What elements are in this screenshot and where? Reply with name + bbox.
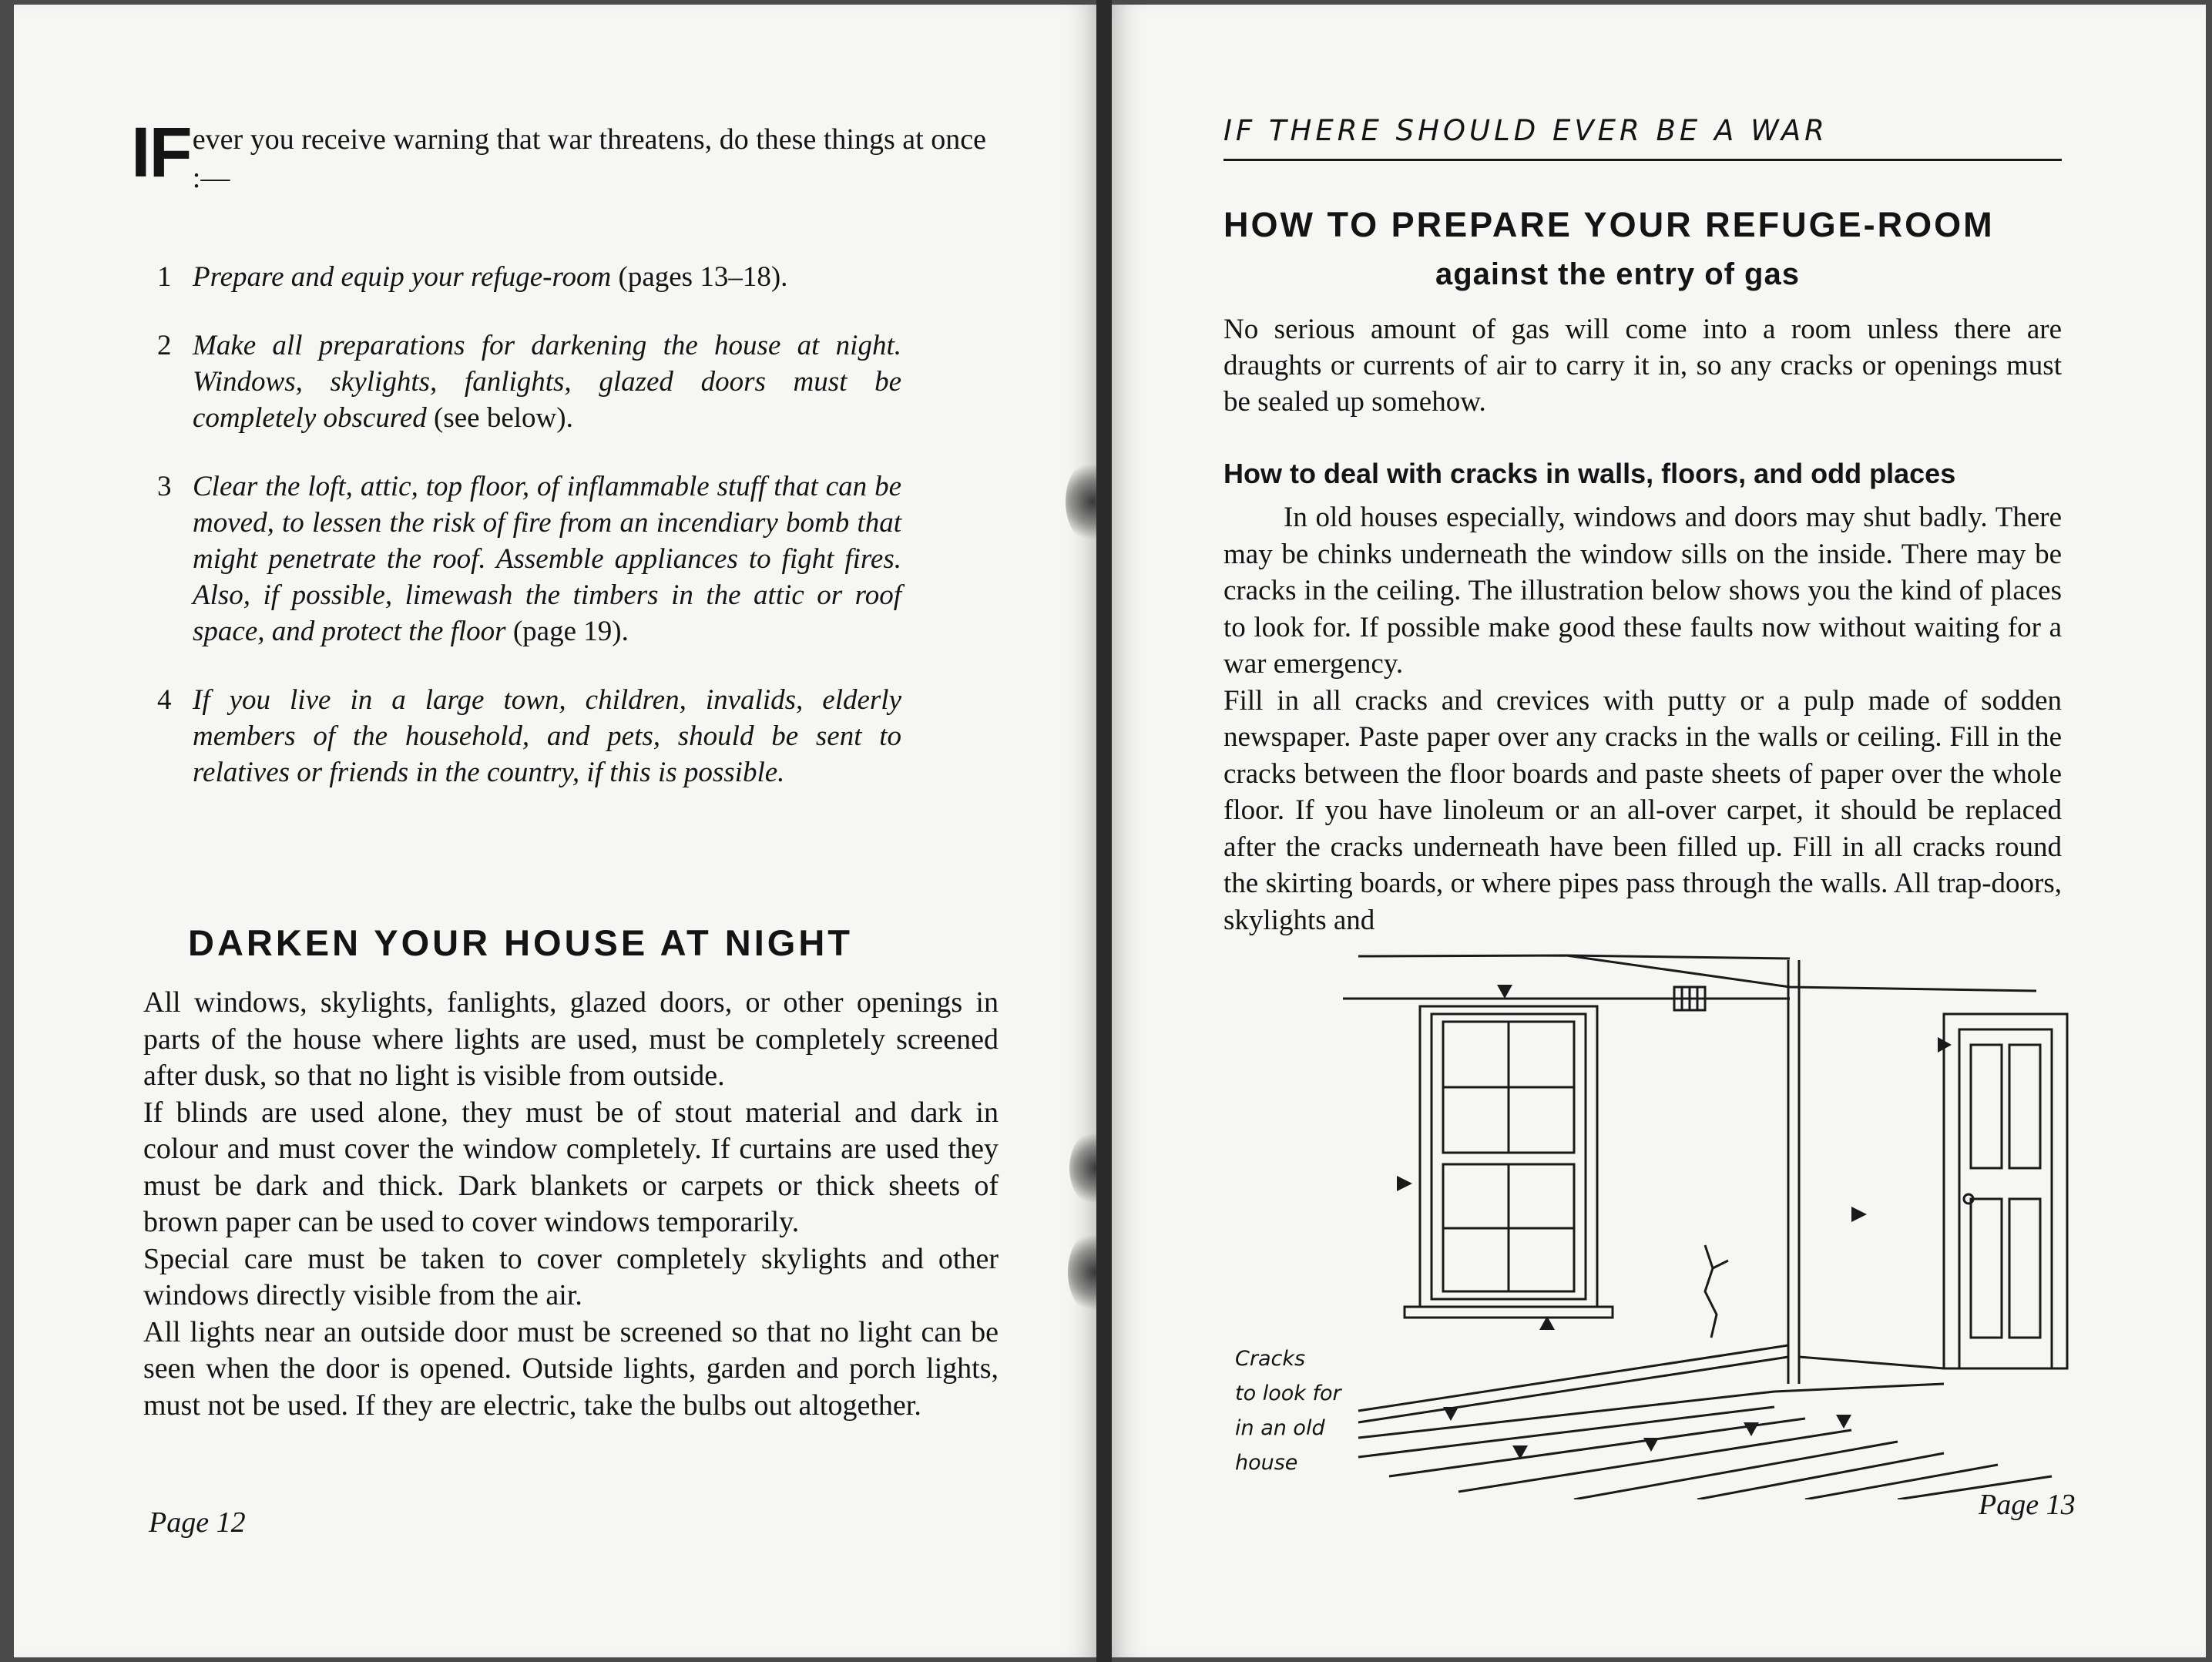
binding-stain: [1069, 1130, 1096, 1207]
paragraph: Fill in all cracks and crevices with putty or a pulp made of sodden newspaper. Paste paper over any cracks in the walls or ceiling. Fill in the cracks between the floor boards and paste sheets of paper over the whole floor. If you have linoleum or an all-over carpet, it should be replaced after the cracks underneath have been filled up. Fill in all cracks round the skirting boards, or where pipes pass through the walls. All trap-doors, skylights and: [1223, 684, 2062, 936]
binding-stain: [1068, 1230, 1096, 1314]
paragraph: If blinds are used alone, they must be of stout material and dark in colour and must cover the window completely. If curtains are used they must be dark and thick. Dark blankets or carpets or thick sheets of brown paper can be used to cover windows temporarily.: [143, 1096, 999, 1238]
item-number: 2: [157, 330, 172, 361]
running-head: IF THERE SHOULD EVER BE A WAR: [1223, 114, 1828, 147]
caption-line: house: [1235, 1451, 1298, 1475]
intro-text: ever you receive warning that war threatens, do these things at once :—: [192, 123, 986, 194]
list-item: [157, 259, 901, 295]
page-number: Page 13: [1979, 1489, 2076, 1521]
paragraph: In old houses especially, windows and doors may shut badly. There may be chinks underneath the window sills on the inside. There may be cracks in the ceiling. The illustration below shows you the kind of places to look for. If possible make good these faults now without waiting for a war emergency.: [1223, 502, 2062, 680]
item-number: 3: [157, 471, 172, 502]
caption-line: in an old: [1235, 1416, 1325, 1440]
item-italic-text: If you live in a large town, children, invalids, elderly members of the household, and pets, should be sent to relatives or friends in the country, if this is possible.: [193, 684, 901, 788]
caption-line: to look for: [1235, 1382, 1341, 1405]
drop-cap: IF: [131, 113, 191, 192]
intro-paragraph: [131, 113, 986, 197]
item-plain-text: (see below).: [426, 402, 573, 434]
header-rule: [1223, 159, 2062, 161]
list-item: [157, 682, 901, 791]
illustration-caption: [1235, 1341, 1341, 1480]
item-number: 1: [157, 261, 172, 293]
left-page: [14, 5, 1096, 1657]
list-item: [157, 327, 901, 436]
page-number: Page 12: [149, 1506, 246, 1539]
darken-body: [143, 985, 999, 1424]
cracks-body: [1223, 499, 2062, 938]
page-subheading: against the entry of gas: [1435, 257, 1800, 291]
item-italic-text: Prepare and equip your refuge-room: [193, 261, 612, 293]
item-italic-text: Clear the loft, attic, top floor, of inflammable stuff that can be moved, to lessen the risk of fire from an incendiary bomb that might penetrate the roof. Assemble appliances to fight fires. Also, if possible, limewash the timbers in the attic or roof space, and protect the floor: [193, 471, 901, 647]
paragraph: All lights near an outside door must be screened so that no light can be seen when the door is opened. Outside lights, garden and porch lights, must not be used. If they are electric, take the bulbs out altogether.: [143, 1315, 999, 1422]
page-heading: HOW TO PREPARE YOUR REFUGE-ROOM: [1223, 205, 1995, 244]
paragraph: Special care must be taken to cover completely skylights and other windows directly visible from the air.: [143, 1242, 999, 1311]
item-plain-text: (pages 13–18).: [611, 261, 788, 293]
item-italic-text: Make all preparations for darkening the house at night. Windows, skylights, fanlights, glazed doors must be completely obscured: [193, 330, 901, 434]
section-heading: DARKEN YOUR HOUSE AT NIGHT: [188, 922, 853, 963]
paragraph: All windows, skylights, fanlights, glazed doors, or other openings in parts of the house where lights are used, must be completely screened after dusk, so that no light is visible from outside.: [143, 986, 999, 1092]
room-cracks-illustration: [1343, 945, 2113, 1499]
list-item: [157, 468, 901, 650]
item-plain-text: (page 19).: [505, 616, 629, 647]
item-number: 4: [157, 684, 172, 716]
binding-stain: [1066, 459, 1096, 544]
right-page: [1112, 5, 2206, 1657]
intro-paragraph: No serious amount of gas will come into a room unless there are draughts or currents of air to carry it in, so any cracks or openings must be sealed up somehow.: [1223, 314, 2062, 418]
caption-line: Cracks: [1235, 1347, 1306, 1371]
action-list: [157, 259, 901, 823]
section-heading: How to deal with cracks in walls, floors, and odd places: [1223, 458, 1956, 489]
book-spine: [1096, 0, 1112, 1662]
